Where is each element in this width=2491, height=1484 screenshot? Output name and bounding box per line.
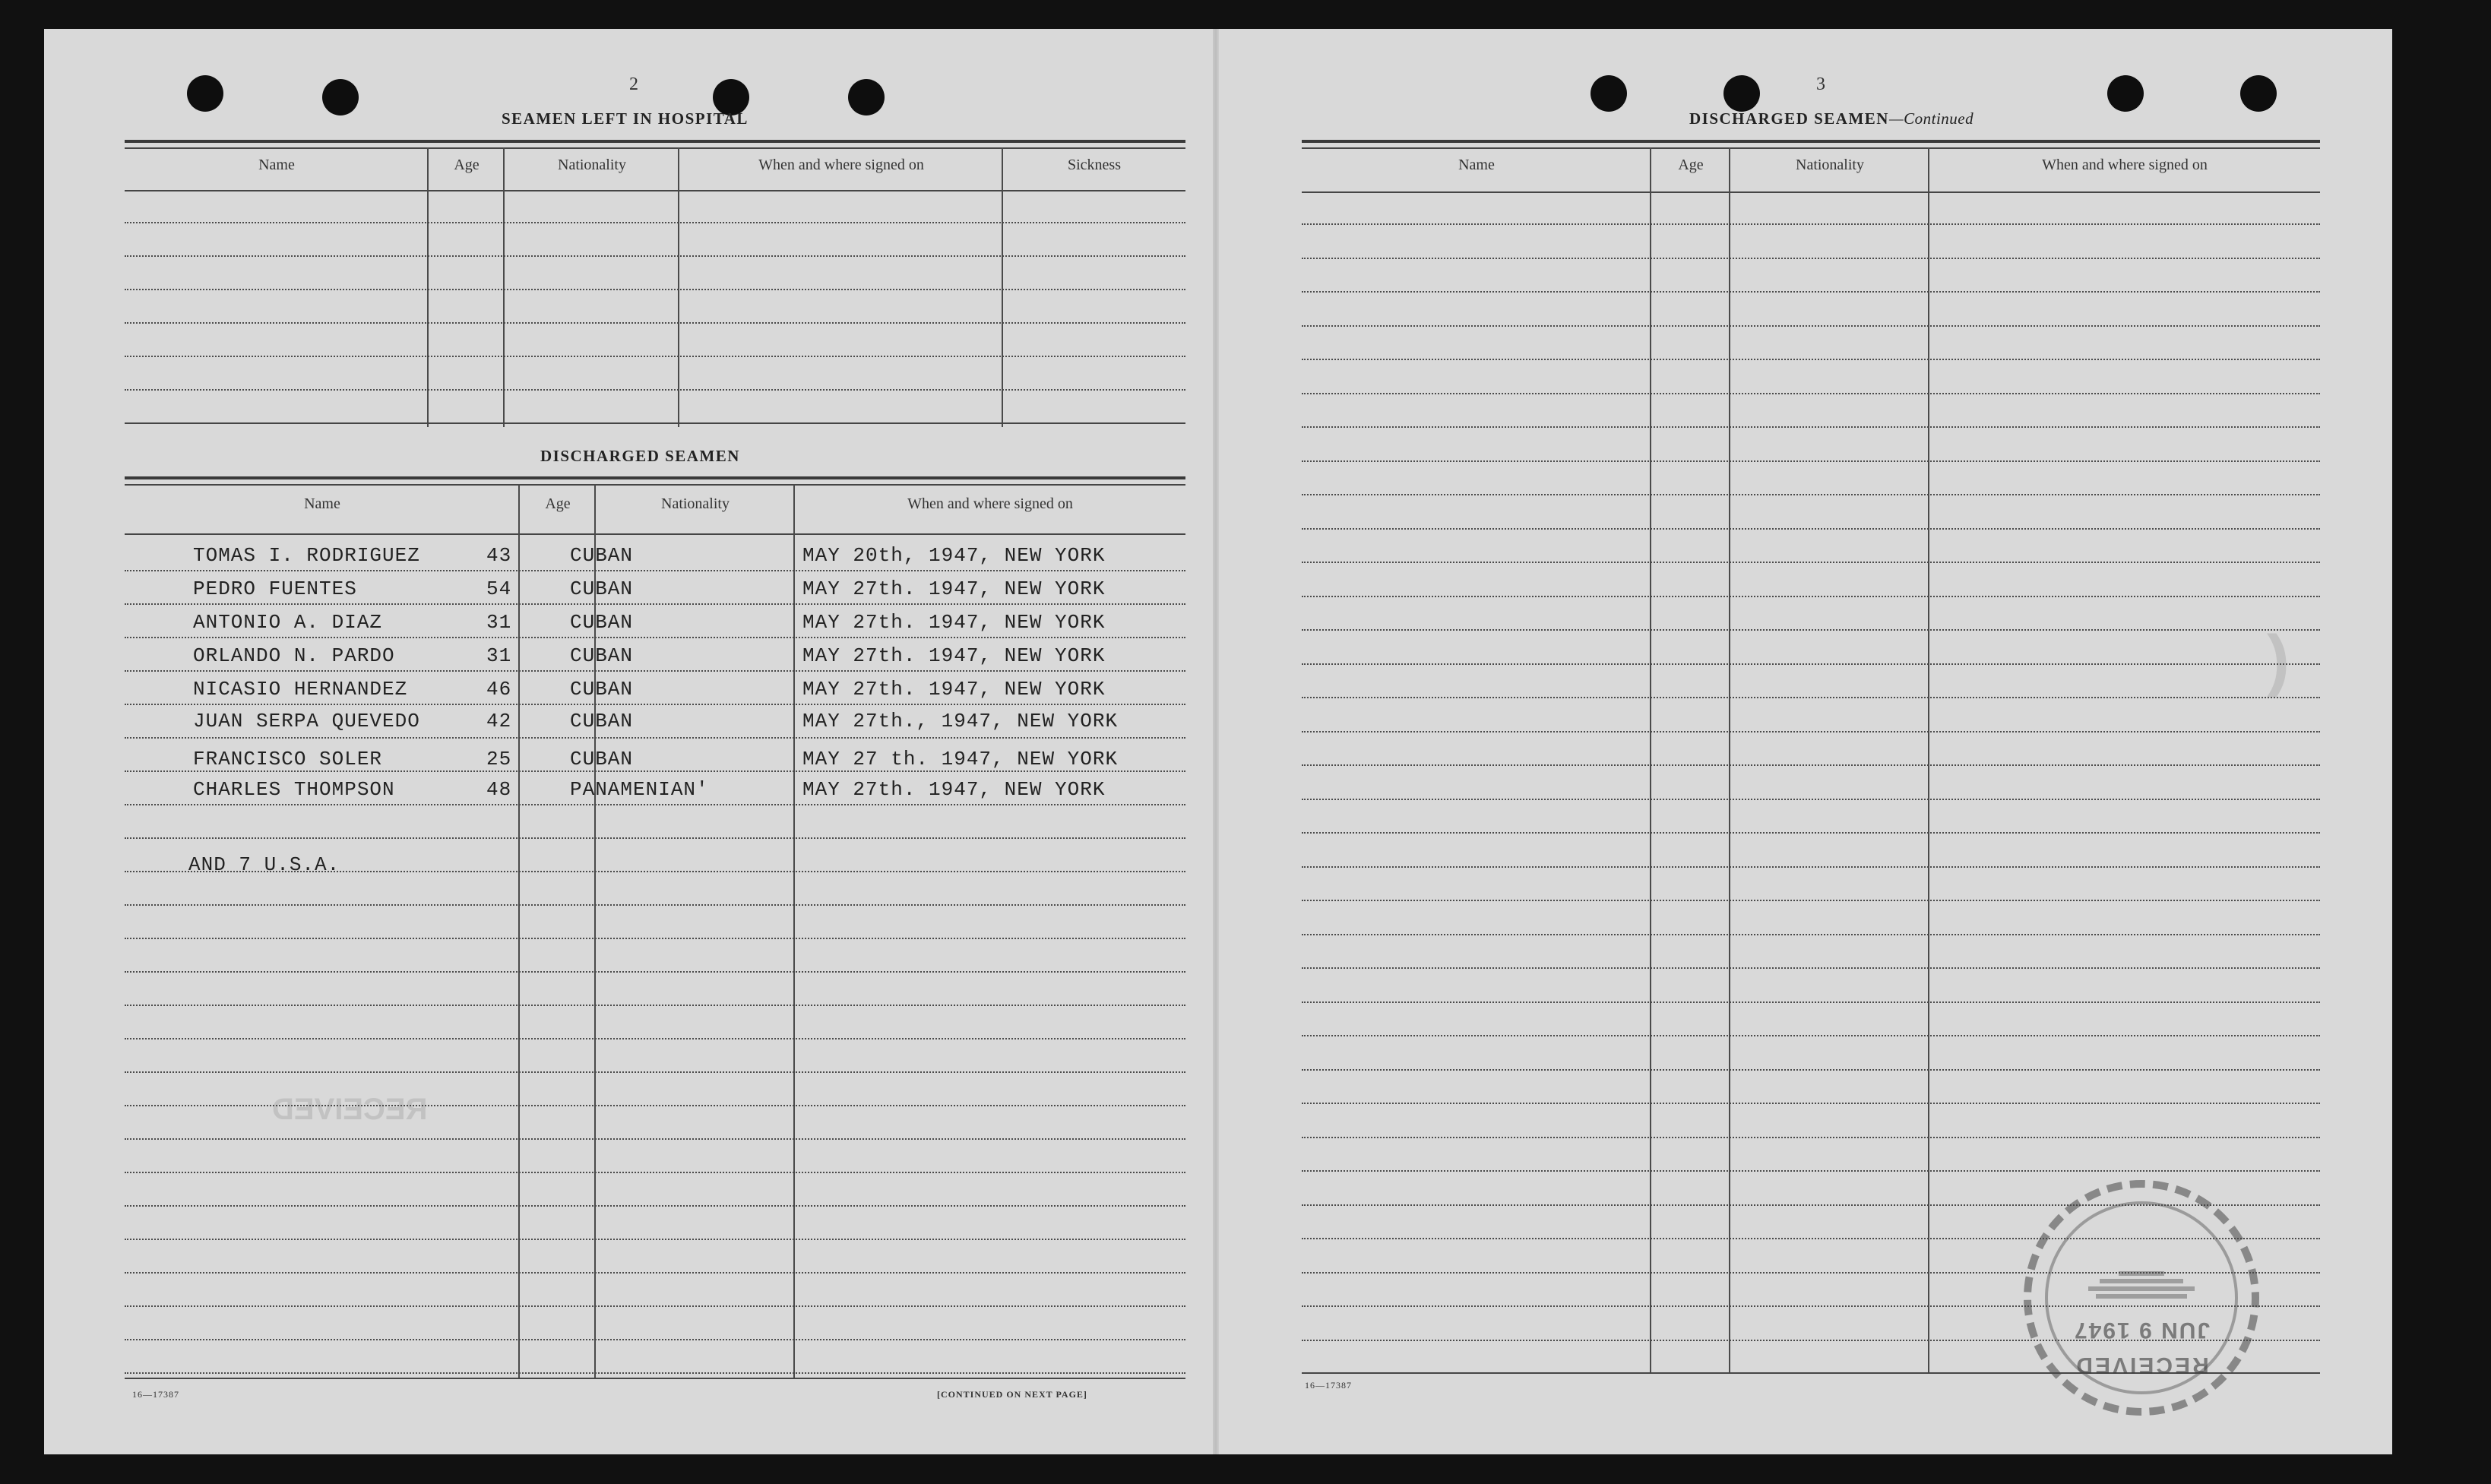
col-signed-on: When and where signed on xyxy=(758,157,924,173)
seaman-name: NICASIO HERNANDEZ xyxy=(193,678,408,701)
seaman-age: 54 xyxy=(486,577,512,600)
seaman-age: 46 xyxy=(486,678,512,701)
row-line xyxy=(125,1339,1185,1340)
col-signed-on: When and where signed on xyxy=(2042,157,2208,173)
row-line xyxy=(125,1239,1185,1240)
left-page xyxy=(44,29,1214,1454)
seaman-signed-on: MAY 27th. 1947, NEW YORK xyxy=(802,778,1106,801)
col-divider xyxy=(503,147,505,427)
col-signed-on: When and where signed on xyxy=(907,495,1073,512)
col-divider xyxy=(1928,147,1929,1372)
row-line xyxy=(1302,731,2320,733)
col-age: Age xyxy=(1678,157,1704,173)
row-line xyxy=(1302,1137,2320,1138)
seaman-age: 42 xyxy=(486,710,512,733)
seaman-age: 48 xyxy=(486,778,512,801)
row-line xyxy=(1302,663,2320,665)
row-line xyxy=(125,356,1185,357)
col-divider xyxy=(793,484,795,1378)
row-line xyxy=(1302,1069,2320,1071)
seaman-nationality: PANAMENIAN' xyxy=(570,778,709,801)
discharged-section-title: DISCHARGED SEAMEN xyxy=(540,447,740,465)
title-continued: —Continued xyxy=(1888,109,1974,128)
seaman-signed-on: MAY 27th. 1947, NEW YORK xyxy=(802,678,1106,701)
col-nationality: Nationality xyxy=(558,157,626,173)
row-line xyxy=(125,1272,1185,1274)
row-line xyxy=(125,222,1185,223)
bleed-through-mark: RECEIVED xyxy=(272,1093,428,1126)
row-line xyxy=(1302,258,2320,259)
received-stamp xyxy=(2024,1180,2259,1416)
row-line xyxy=(125,603,1185,605)
row-line xyxy=(1302,1170,2320,1172)
row-line xyxy=(1302,900,2320,901)
stamp-small-text xyxy=(2031,1268,2252,1302)
seaman-signed-on: MAY 27th. 1947, NEW YORK xyxy=(802,577,1106,600)
row-line xyxy=(1302,494,2320,495)
discharged-header-rule xyxy=(125,533,1185,535)
punch-hole xyxy=(187,75,223,112)
right-header-rule xyxy=(1302,191,2320,193)
row-line xyxy=(125,1071,1185,1073)
right-top-rule-2 xyxy=(1302,147,2320,149)
stamp-date-text: JUN 9 1947 xyxy=(2072,1318,2211,1343)
row-line xyxy=(1302,528,2320,530)
seaman-nationality: CUBAN xyxy=(570,678,634,701)
row-line xyxy=(1302,764,2320,766)
row-line xyxy=(125,1005,1185,1006)
row-line xyxy=(1302,967,2320,969)
seaman-name: JUAN SERPA QUEVEDO xyxy=(193,710,420,733)
row-line xyxy=(125,938,1185,939)
row-line xyxy=(1302,562,2320,563)
form-code: 16—17387 xyxy=(1305,1380,1352,1391)
continued-label: [CONTINUED ON NEXT PAGE] xyxy=(937,1389,1087,1400)
row-line xyxy=(125,1038,1185,1039)
hospital-bottom-rule xyxy=(125,422,1185,424)
seaman-name: FRANCISCO SOLER xyxy=(193,748,383,770)
punch-hole xyxy=(1591,75,1627,112)
discharged-top-rule-2 xyxy=(125,484,1185,486)
discharged-continued-title xyxy=(1689,109,1973,128)
row-line xyxy=(125,670,1185,672)
hospital-section-title: SEAMEN LEFT IN HOSPITAL xyxy=(502,109,749,128)
col-nationality: Nationality xyxy=(661,495,730,512)
row-line xyxy=(125,804,1185,805)
punch-hole xyxy=(2240,75,2277,112)
row-line xyxy=(1302,697,2320,698)
right-top-rule xyxy=(1302,140,2320,143)
bleed-through-mark: ) xyxy=(2267,622,2290,698)
row-line xyxy=(1302,223,2320,225)
seaman-name: CHARLES THOMPSON xyxy=(193,778,395,801)
col-divider xyxy=(427,147,429,427)
seaman-signed-on: MAY 27th., 1947, NEW YORK xyxy=(802,710,1119,733)
row-line xyxy=(1302,629,2320,631)
col-sickness: Sickness xyxy=(1068,157,1121,173)
page-number: 2 xyxy=(629,74,640,94)
row-line xyxy=(1302,359,2320,360)
row-line xyxy=(1302,866,2320,868)
row-line xyxy=(125,289,1185,290)
row-line xyxy=(1302,596,2320,597)
punch-hole xyxy=(322,79,359,115)
row-line xyxy=(1302,832,2320,834)
row-line xyxy=(125,1205,1185,1207)
row-line xyxy=(125,704,1185,705)
seaman-name: TOMAS I. RODRIGUEZ xyxy=(193,544,420,567)
hospital-header-rule xyxy=(125,190,1185,191)
row-line xyxy=(1302,426,2320,428)
document-sheet xyxy=(44,29,2392,1454)
col-divider xyxy=(518,484,520,1378)
col-divider xyxy=(1650,147,1651,1372)
row-line xyxy=(1302,325,2320,327)
seaman-name: ANTONIO A. DIAZ xyxy=(193,611,383,634)
row-line xyxy=(1302,934,2320,935)
row-line xyxy=(125,904,1185,906)
seaman-signed-on: MAY 27th. 1947, NEW YORK xyxy=(802,644,1106,667)
row-line xyxy=(125,837,1185,839)
punch-hole xyxy=(2107,75,2144,112)
row-line xyxy=(125,637,1185,638)
seaman-nationality: CUBAN xyxy=(570,577,634,600)
hospital-top-rule xyxy=(125,140,1185,143)
col-name: Name xyxy=(304,495,340,512)
row-line xyxy=(125,1172,1185,1173)
row-line xyxy=(1302,1103,2320,1104)
seaman-nationality: CUBAN xyxy=(570,611,634,634)
row-line xyxy=(125,255,1185,257)
row-line xyxy=(125,1138,1185,1140)
seaman-signed-on: MAY 27th. 1947, NEW YORK xyxy=(802,611,1106,634)
seaman-age: 43 xyxy=(486,544,512,567)
seaman-nationality: CUBAN xyxy=(570,644,634,667)
row-line xyxy=(125,737,1185,739)
discharged-note: AND 7 U.S.A. xyxy=(188,853,340,876)
col-age: Age xyxy=(545,495,571,512)
seaman-name: PEDRO FUENTES xyxy=(193,577,357,600)
form-code: 16—17387 xyxy=(132,1389,179,1400)
seaman-signed-on: MAY 20th, 1947, NEW YORK xyxy=(802,544,1106,567)
col-divider xyxy=(678,147,679,427)
row-line xyxy=(1302,1035,2320,1036)
row-line xyxy=(1302,460,2320,462)
title-main: DISCHARGED SEAMEN xyxy=(1689,109,1889,128)
row-line xyxy=(125,1305,1185,1307)
col-age: Age xyxy=(454,157,480,173)
col-name: Name xyxy=(258,157,295,173)
seaman-age: 25 xyxy=(486,748,512,770)
seaman-nationality: CUBAN xyxy=(570,710,634,733)
page-number: 3 xyxy=(1816,74,1827,94)
row-line xyxy=(125,570,1185,571)
discharged-bottom-rule xyxy=(125,1378,1185,1379)
row-line xyxy=(125,389,1185,391)
hospital-top-rule-2 xyxy=(125,147,1185,149)
col-nationality: Nationality xyxy=(1796,157,1864,173)
discharged-top-rule xyxy=(125,476,1185,479)
stamp-received-text: RECEIVED xyxy=(2074,1353,2209,1378)
row-line xyxy=(1302,799,2320,800)
seaman-nationality: CUBAN xyxy=(570,748,634,770)
row-line xyxy=(1302,393,2320,394)
seaman-name: ORLANDO N. PARDO xyxy=(193,644,395,667)
row-line xyxy=(125,1372,1185,1374)
row-line xyxy=(125,971,1185,973)
seaman-age: 31 xyxy=(486,644,512,667)
row-line xyxy=(1302,291,2320,293)
col-divider xyxy=(1729,147,1730,1372)
seaman-nationality: CUBAN xyxy=(570,544,634,567)
row-line xyxy=(1302,1001,2320,1003)
row-line xyxy=(125,770,1185,772)
seaman-age: 31 xyxy=(486,611,512,634)
col-divider xyxy=(1002,147,1003,427)
seaman-signed-on: MAY 27 th. 1947, NEW YORK xyxy=(802,748,1119,770)
punch-hole xyxy=(1723,75,1760,112)
row-line xyxy=(125,322,1185,324)
punch-hole xyxy=(848,79,885,115)
col-name: Name xyxy=(1458,157,1495,173)
